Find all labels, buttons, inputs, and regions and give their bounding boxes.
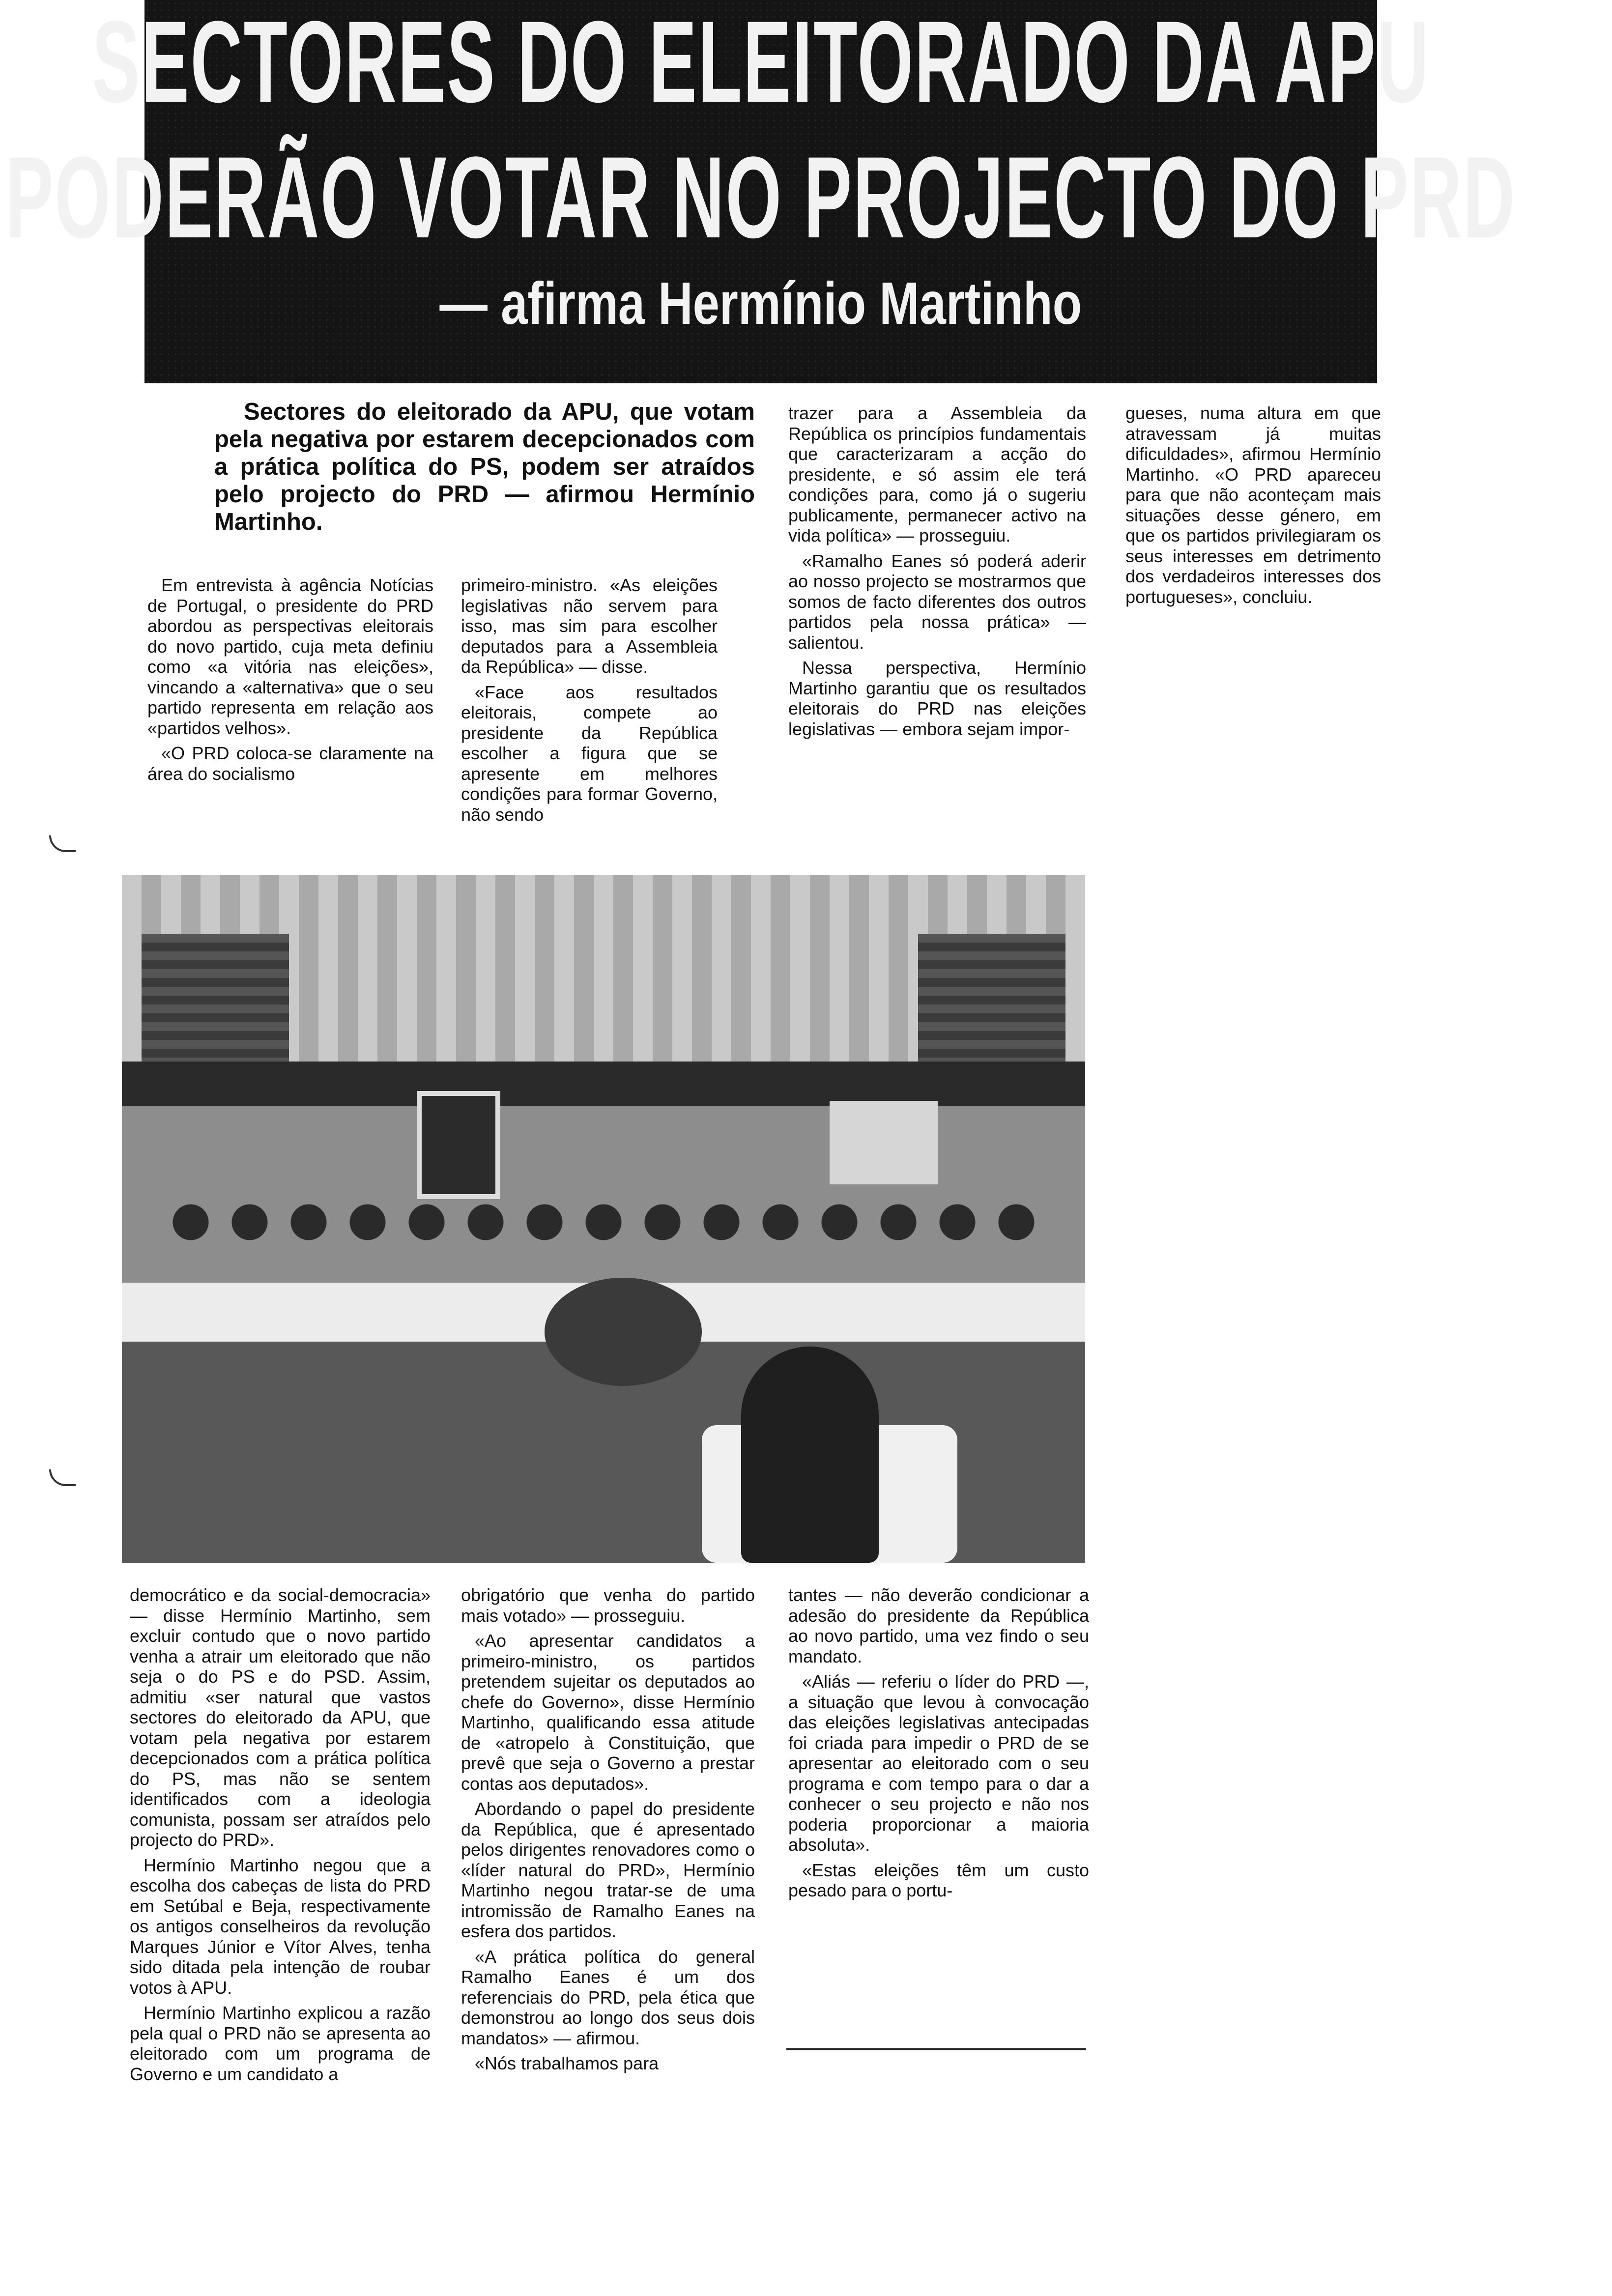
article-column-1-bottom <box>130 1585 431 2293</box>
paragraph: Nessa perspectiva, Hermínio Martinho garantiu que os resultados eleitorais do PRD nas eleições legislativas — embora sejam impor- <box>788 658 1086 739</box>
article-column-1-top <box>147 575 433 870</box>
article-column-2-bottom <box>461 1585 755 2293</box>
meeting-photo <box>122 875 1085 1563</box>
article-column-2-top <box>461 575 718 870</box>
headline-banner <box>5 0 1516 383</box>
photo-audience-member <box>741 1347 879 1563</box>
photo-poster <box>830 1101 938 1184</box>
photo-panel-members <box>161 1194 1046 1288</box>
paragraph: democrático e da social-democracia» — disse Hermínio Martinho, sem excluir contudo que o novo partido venha a atrair um eleitorado que não seja o do PS e do PSD. Assim, admitiu «ser natural que vastos sectores do eleitorado da APU, que votam pela negativa por estarem decepcionados com a prática política do PS, mas não se sentem identificados com a ideologia comunista, possam ser atraídos pelo projecto do PRD». <box>130 1585 431 1850</box>
paragraph: «Ao apresentar candidatos a primeiro-ministro, os partidos pretendem sujeitar os deputados ao chefe do Governo», disse Hermínio Martinho, qualificando essa atitude de «atropelo à Constituição, que prevê que seja o Governo a prestar contas aos deputados». <box>461 1631 755 1794</box>
scan-bracket-mark <box>49 835 76 852</box>
paragraph: Abordando o papel do presidente da República, que é apresentado pelos dirigentes renovadores como o «líder natural do PRD», Hermínio Martinho negou tratar-se de uma intromissão de Ramalho Eanes na esfera dos partidos. <box>461 1799 755 1941</box>
photo-portrait <box>417 1091 500 1199</box>
article-column-3-top <box>788 403 1086 870</box>
paragraph: Hermínio Martinho explicou a razão pela qual o PRD não se apresenta ao eleitorado com um programa de Governo e um candidato a <box>130 2003 431 2084</box>
photo-beam <box>122 1062 1085 1106</box>
paragraph: Hermínio Martinho negou que a escolha dos cabeças de lista do PRD em Setúbal e Beja, respectivamente os antigos conselheiros da revolução Marques Júnior e Vítor Alves, tenha sido ditada pela intenção de roubar votos à APU. <box>130 1855 431 1998</box>
paragraph: «A prática política do general Ramalho Eanes é um dos referenciais do PRD, pela ética que demonstrou ao longo dos seus dois mandatos» — afirmou. <box>461 1946 755 2048</box>
paragraph: Em entrevista à agência Notícias de Portugal, o presidente do PRD abordou as perspectivas eleitorais do novo partido, cuja meta definiu como «a vitória nas eleições», vincando a «alternativa» que o seu partido representa em relação aos «partidos velhos». <box>147 575 433 738</box>
article-column-4 <box>1125 403 1381 678</box>
headline-subline: — afirma Hermínio Martinho <box>439 270 1082 337</box>
paragraph: trazer para a Assembleia da República os princípios fundamentais que caracterizaram a acção do presidente, e só assim ele terá condições para, como já o sugeriu publicamente, permanecer activo na vida política» — prosseguiu. <box>788 403 1086 545</box>
photo-plant <box>545 1278 702 1386</box>
lead-paragraph: Sectores do eleitorado da APU, que votam pela negativa por estarem decepcionados com a prática política do PS, podem ser atraídos pelo projecto do PRD — afirmou Hermínio Martinho. <box>214 399 755 535</box>
paragraph: tantes — não deverão condicionar a adesão do presidente da República ao novo partido, uma vez findo o seu mandato. <box>788 1585 1089 1666</box>
paragraph: obrigatório que venha do partido mais votado» — prosseguiu. <box>461 1585 755 1626</box>
paragraph: «Aliás — referiu o líder do PRD —, a situação que levou à convocação das eleições legislativas antecipadas foi criada para impedir o PRD de se apresentar ao eleitorado com o seu programa e com tempo para o dar a conhecer o seu projecto e não nos poderia proporcionar a maioria absoluta». <box>788 1671 1089 1855</box>
article-column-3-bottom <box>788 1585 1089 2027</box>
paragraph: «Face aos resultados eleitorais, compete ao presidente da República escolher a figura que se apresente em melhores condições para formar Governo, não sendo <box>461 682 718 825</box>
headline-line-1: SECTORES DO ELEITORADO DA APU <box>91 0 1430 127</box>
paragraph: «Estas eleições têm um custo pesado para o portu- <box>788 1860 1089 1900</box>
column-end-rule <box>786 2048 1086 2050</box>
paragraph: «Ramalho Eanes só poderá aderir ao nosso projecto se mostrarmos que somos de facto diferentes dos outros partidos pela nossa prática» — salientou. <box>788 550 1086 653</box>
paragraph: primeiro-ministro. «As eleições legislativas não servem para isso, mas sim para escolher deputados para a Assembleia da República» — disse. <box>461 575 718 677</box>
paragraph: gueses, numa altura em que atravessam já muitas dificuldades», afirmou Hermínio Martinho. «O PRD apareceu para que não aconteçam mais situações desse género, em que os partidos privilegiaram os seus interesses em detrimento dos verdadeiros interesses dos portugueses», concluiu. <box>1125 403 1381 607</box>
paragraph: «Nós trabalhamos para <box>475 2053 659 2073</box>
headline-line-2: PODERÃO VOTAR NO PROJECTO DO PRD <box>5 133 1516 262</box>
scan-bracket-mark <box>49 1469 76 1486</box>
paragraph: «O PRD coloca-se claramente na área do socialismo <box>147 743 433 784</box>
